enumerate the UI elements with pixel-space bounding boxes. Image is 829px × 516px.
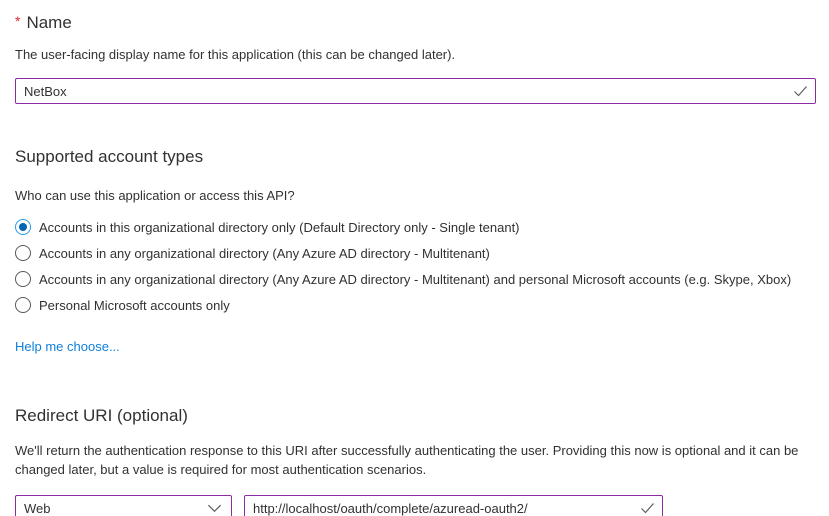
redirect-uri-input-wrap: [244, 495, 663, 516]
platform-select[interactable]: [15, 495, 232, 516]
platform-select-value: Web: [24, 500, 51, 516]
radio-button-icon[interactable]: [15, 297, 31, 313]
radio-option-multitenant-personal[interactable]: [15, 266, 816, 292]
account-types-title: Supported account types: [15, 147, 204, 166]
radio-button-icon[interactable]: [15, 219, 31, 235]
chevron-down-icon: [207, 502, 222, 514]
name-section-title: [15, 0, 816, 34]
radio-option-label: Accounts in any organizational directory (Any Azure AD directory - Multitenant): [39, 245, 490, 261]
radio-option-label: Personal Microsoft accounts only: [39, 297, 230, 313]
name-input-wrap: [15, 78, 816, 104]
name-description: The user-facing display name for this application (this can be changed later).: [15, 47, 456, 62]
required-asterisk: *: [15, 13, 21, 29]
account-types-question: Who can use this application or access this API?: [15, 188, 295, 203]
radio-option-personal-only[interactable]: [15, 292, 816, 318]
account-types-radio-group: [15, 214, 816, 318]
redirect-uri-controls: [15, 495, 816, 516]
radio-option-multitenant[interactable]: [15, 240, 816, 266]
name-section-title-text: Name: [26, 13, 72, 32]
redirect-uri-description: We'll return the authentication response to this URI after successfully authenticating the user. Providing this now is optional and it can be changed later, but a value is required for most authentication scenarios.: [15, 443, 799, 477]
name-input[interactable]: [15, 78, 816, 104]
radio-button-icon[interactable]: [15, 271, 31, 287]
radio-option-label: Accounts in this organizational directory only (Default Directory only - Single tenant): [39, 219, 520, 235]
radio-option-single-tenant[interactable]: [15, 214, 816, 240]
redirect-uri-input[interactable]: [244, 495, 663, 516]
redirect-uri-title: Redirect URI (optional): [15, 406, 188, 425]
help-me-choose-link[interactable]: Help me choose...: [15, 339, 120, 354]
radio-button-icon[interactable]: [15, 245, 31, 261]
radio-option-label: Accounts in any organizational directory (Any Azure AD directory - Multitenant) and personal Microsoft accounts (e.g. Skype, Xbox): [39, 271, 792, 287]
